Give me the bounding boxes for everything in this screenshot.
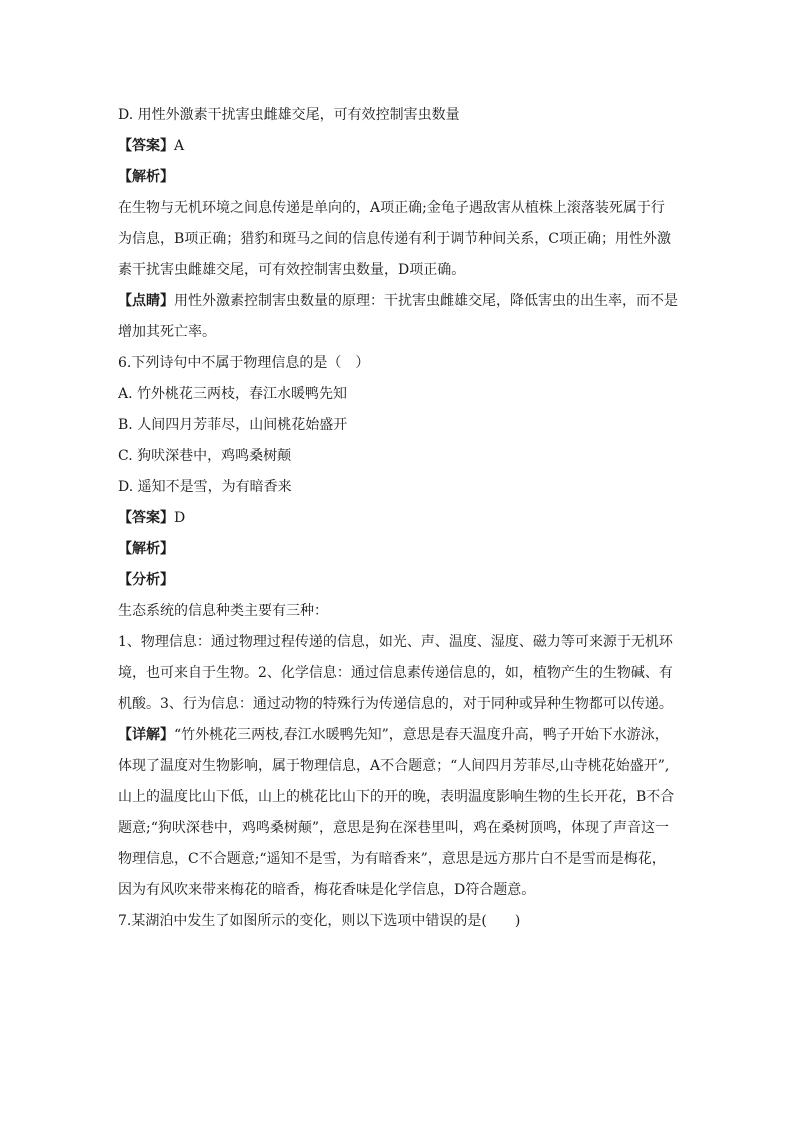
q6-detail xyxy=(118,720,678,751)
q7-stem: 7.某湖泊中发生了如图所示的变化，则以下选项中错误的是( ) xyxy=(118,913,521,929)
q6-detail-line: “竹外桃花三两枝,春江水暖鸭先知”，意思是春天温度升高，鸭子开始下水游泳， xyxy=(174,727,669,743)
q6-answer-value: D xyxy=(174,510,186,526)
q5-analysis-line: 为信息，B项正确；猎豹和斑马之间的信息传递有利于调节种间关系，C项正确；用性外激 xyxy=(118,231,671,247)
q5-tip xyxy=(118,286,678,317)
q6-analysis-sub-label: 【分析】 xyxy=(118,572,174,588)
q6-detail-line: 山上的温度比山下低，山上的桃花比山下的开的晚，表明温度影响生物的生长开花，B不合 xyxy=(118,789,675,805)
q6-option-b: B. 人间四月芳菲尽，山间桃花始盛开 xyxy=(118,417,348,433)
q5-answer xyxy=(118,131,678,162)
q5-answer-label: 【答案】 xyxy=(118,138,174,154)
q6-answer-label: 【答案】 xyxy=(118,510,174,526)
q5-tip-line: 增加其死亡率。 xyxy=(118,324,216,340)
q6-analysis-label: 【解析】 xyxy=(118,541,174,557)
q6-analysis-line: 1、物理信息：通过物理过程传递的信息，如光、声、温度、湿度、磁力等可来源于无机环 xyxy=(118,634,673,650)
q6-analysis-line: 境，也可来自于生物。2、化学信息：通过信息素传递信息的，如，植物产生的生物碱、有 xyxy=(118,665,673,681)
q6-option-a: A. 竹外桃花三两枝，春江水暖鸭先知 xyxy=(118,386,348,402)
q5-answer-value: A xyxy=(174,138,185,154)
q6-option-c: C. 狗吠深巷中，鸡鸣桑树颠 xyxy=(118,448,292,464)
q6-answer xyxy=(118,503,678,534)
q6-detail-line: 物理信息，C不合题意;“遥知不是雪，为有暗香来”，意思是远方那片白不是雪而是梅花， xyxy=(118,851,666,867)
q6-detail-line: 题意;“狗吠深巷中，鸡鸣桑树颠”，意思是狗在深巷里叫，鸡在桑树顶鸣，体现了声音这一 xyxy=(118,820,670,836)
q6-detail-label: 【详解】 xyxy=(118,727,174,743)
q5-tip-line: 用性外激素控制害虫数量的原理：干扰害虫雌雄交尾，降低害虫的出生率，而不是 xyxy=(174,293,678,309)
q5-analysis-line: 在生物与无机环境之间息传递是单向的，A项正确;金龟子遇敌害从植株上滚落装死属于行 xyxy=(118,200,665,216)
q6-detail-line: 体现了温度对生物影响，属于物理信息，A不合题意；“人间四月芳菲尽,山寺桃花始盛开”, xyxy=(118,758,670,774)
q5-analysis-label: 【解析】 xyxy=(118,169,174,185)
q6-detail-line: 因为有风吹来带来梅花的暗香，梅花香味是化学信息，D符合题意。 xyxy=(118,882,536,898)
q5-option-d: D. 用性外激素干扰害虫雌雄交尾，可有效控制害虫数量 xyxy=(118,107,460,123)
q5-tip-label: 【点睛】 xyxy=(118,293,174,309)
q6-analysis-line: 生态系统的信息种类主要有三种： xyxy=(118,603,328,619)
document-page xyxy=(118,100,678,937)
q6-stem: 6.下列诗句中不属于物理信息的是（ ） xyxy=(118,355,370,371)
q6-analysis-line: 机酸。3、行为信息：通过动物的特殊行为传递信息的，对于同种或异种生物都可以传递。 xyxy=(118,696,673,712)
q5-analysis-line: 素干扰害虫雌雄交尾，可有效控制害虫数量，D项正确。 xyxy=(118,262,466,278)
q6-option-d: D. 遥知不是雪，为有暗香来 xyxy=(118,479,292,495)
